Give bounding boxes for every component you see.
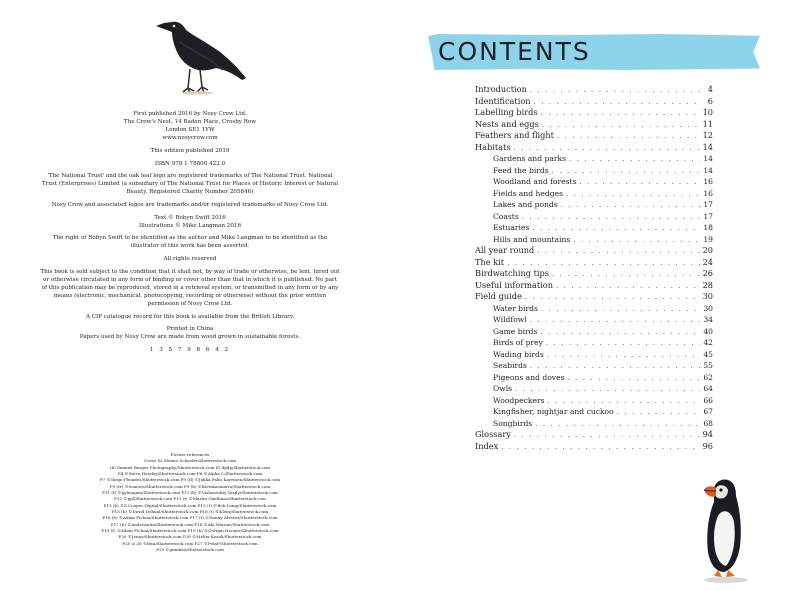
- toc-entry-page: 16: [703, 177, 713, 187]
- toc-entry-label: Index: [475, 440, 499, 451]
- toc-leader-dots: [534, 97, 700, 109]
- address-line-2: London SE1 1YW: [165, 127, 215, 134]
- illustration-credit: Illustrations © Mike Langman 2016: [138, 222, 242, 229]
- toc-entry-page: 96: [702, 440, 713, 451]
- toc-entry[interactable]: [475, 107, 713, 119]
- toc-entry[interactable]: [475, 268, 713, 280]
- toc-leader-dots: [567, 373, 700, 385]
- credit-line: P25 & 26 ©Emi/Shutterstock.com P27 ©PetaP/Shutterstock.com: [122, 540, 258, 546]
- toc-leader-dots: [547, 350, 700, 362]
- toc-leader-dots: [501, 442, 699, 454]
- toc-entry-label: Useful information: [475, 279, 553, 290]
- toc-subentry[interactable]: [475, 153, 713, 165]
- toc-subentry[interactable]: [475, 222, 713, 234]
- printed-in: Printed in China: [166, 326, 214, 333]
- toc-entry-label: Birdwatching tips: [475, 268, 549, 279]
- toc-leader-dots: [573, 235, 700, 247]
- toc-leader-dots: [546, 338, 700, 350]
- toc-subentry[interactable]: [475, 326, 713, 338]
- toc-entry[interactable]: [475, 96, 713, 108]
- toc-entry-label: Identification: [475, 95, 531, 106]
- paper-notice: Papers used by Nosy Crow are made from wood grown in sustainable forests.: [79, 334, 301, 341]
- toc-subentry[interactable]: [475, 360, 713, 372]
- toc-subentry[interactable]: [475, 395, 713, 407]
- credit-line: P19 (t) ©Adam Fichna/Shutterstock.com P19 (b) ©Gertjan Hooijer/Shutterstock.com: [101, 528, 279, 534]
- toc-leader-dots: [541, 108, 700, 120]
- toc-entry[interactable]: [475, 119, 713, 131]
- toc-entry-page: 26: [702, 268, 713, 279]
- table-of-contents: [475, 84, 713, 453]
- toc-subentry[interactable]: [475, 372, 713, 384]
- toc-entry-label: Pigeons and doves: [493, 372, 565, 382]
- toc-entry-page: 67: [703, 407, 713, 417]
- toc-entry-page: 12: [702, 130, 713, 141]
- picture-credits: [60, 452, 320, 554]
- toc-leader-dots: [530, 85, 700, 97]
- toc-leader-dots: [556, 281, 700, 293]
- toc-entry-page: 28: [702, 279, 713, 290]
- toc-subentry[interactable]: [475, 165, 713, 177]
- toc-entry-page: 30: [703, 303, 713, 313]
- toc-entry[interactable]: [475, 429, 713, 441]
- toc-entry-label: The kit: [475, 256, 505, 267]
- print-line: 1 3 5 7 9 8 6 4 2: [149, 347, 231, 354]
- picture-credits-heading: Picture references: [170, 452, 210, 457]
- toc-entry[interactable]: [475, 245, 713, 257]
- toc-entry-page: 40: [703, 326, 713, 336]
- toc-entry-page: 30: [702, 291, 713, 302]
- address-line-1: The Crow's Nest, 14 Baden Place, Crosby Row: [123, 119, 257, 126]
- credit-line: P20 ©Jenny/Shutterstock.com P26 ©Melita Kozak/Shutterstock.com: [118, 534, 262, 540]
- toc-entry-label: Wildfowl: [493, 315, 527, 325]
- toc-entry-label: Birds of prey: [493, 338, 543, 348]
- toc-entry-page: 4: [707, 84, 713, 94]
- toc-entry-label: Lakes and ponds: [493, 200, 558, 210]
- toc-entry-page: 24: [702, 256, 713, 267]
- toc-subentry[interactable]: [475, 188, 713, 200]
- toc-entry-label: Feathers and flight: [475, 130, 554, 141]
- toc-entry-label: Kingfisher, nightjar and cuckoo: [493, 407, 614, 417]
- toc-subentry[interactable]: [475, 234, 713, 246]
- toc-entry-page: 19: [703, 234, 713, 244]
- toc-entry-label: Habitats: [475, 141, 511, 152]
- toc-leader-dots: [522, 212, 700, 224]
- toc-entry-label: All year round: [475, 245, 535, 256]
- toc-entry-page: 45: [703, 349, 713, 359]
- toc-entry[interactable]: [475, 84, 713, 96]
- toc-entry-label: Gardens and parks: [493, 154, 566, 164]
- national-trust-notice: 'The National Trust' and the oak leaf logo are registered trademarks of The National Trust. National Trust (Enterprises) Limited (a subsidiary of The National Trust for Places of Historic Interest or Natural Beauty, Registered Charity Number 205846): [41, 173, 339, 196]
- toc-entry-page: 34: [703, 315, 713, 325]
- toc-leader-dots: [561, 200, 700, 212]
- first-published: First published 2016 by Nosy Crow Ltd.: [133, 111, 247, 117]
- puffin-illustration: [696, 476, 756, 584]
- cip-notice: A CIP catalogue record for this book is available from the British Library.: [85, 313, 295, 320]
- toc-leader-dots: [569, 154, 700, 166]
- toc-entry-label: Nests and eggs: [475, 118, 539, 129]
- toc-entry-page: 20: [702, 245, 713, 256]
- isbn: ISBN 978 1 78800 422 0: [154, 160, 226, 167]
- toc-leader-dots: [552, 269, 700, 281]
- toc-entry-label: Seabirds: [493, 361, 527, 371]
- toc-entry-label: Owls: [493, 384, 513, 394]
- toc-entry-page: 94: [702, 429, 713, 440]
- toc-entry[interactable]: [475, 257, 713, 269]
- toc-entry-page: 68: [703, 418, 713, 428]
- toc-entry[interactable]: [475, 441, 713, 453]
- website: www.nosycrow.com: [162, 135, 218, 142]
- toc-entry-label: Woodpeckers: [493, 395, 545, 405]
- toc-subentry[interactable]: [475, 349, 713, 361]
- toc-leader-dots: [537, 246, 699, 258]
- toc-subentry[interactable]: [475, 314, 713, 326]
- toc-leader-dots: [530, 315, 700, 327]
- toc-entry-page: 64: [703, 384, 713, 394]
- credit-line: P7 ©Targn Pleiades/Shutterstock.com P9 (tl) ©Jukka Palm Karvinen/Shutterstock.com: [99, 477, 281, 483]
- toc-entry-label: Fields and hedges: [493, 188, 563, 198]
- toc-entry-label: Introduction: [475, 84, 527, 94]
- credit-line: P16 (b) ©Adam Fichna/Shutterstock.com P17 (t) ©Danny Alvarez/Shutterstock.com: [102, 515, 278, 521]
- toc-entry-page: 17: [703, 200, 713, 210]
- toc-entry-label: Hills and mountains: [493, 234, 571, 244]
- toc-entry-label: Estuaries: [493, 223, 530, 233]
- toc-entry-page: 14: [703, 154, 713, 164]
- toc-entry-label: Songbirds: [493, 418, 533, 428]
- toc-entry[interactable]: [475, 291, 713, 303]
- toc-entry-page: 17: [703, 211, 713, 221]
- toc-leader-dots: [540, 327, 700, 339]
- toc-leader-dots: [579, 177, 700, 189]
- toc-entry-label: Labelling birds: [475, 107, 538, 118]
- credit-line: P15 (b) ©David Dohnal/Shutterstock.com P16 (t) ©Klein/Shutterstock.com: [111, 509, 269, 515]
- toc-subentry[interactable]: [475, 383, 713, 395]
- toc-entry-label: Field guide: [475, 291, 522, 302]
- toc-leader-dots: [557, 131, 700, 143]
- toc-leader-dots: [535, 419, 700, 431]
- toc-leader-dots: [566, 189, 700, 201]
- toc-entry-page: 6: [707, 95, 713, 106]
- text-credit: Text © Robyn Swift 2016: [154, 214, 226, 221]
- toc-entry-page: 10: [702, 107, 713, 118]
- toc-entry-label: Game birds: [493, 326, 538, 336]
- toc-leader-dots: [617, 407, 700, 419]
- credit-line: Cover (t) Menno Schaefer/Shutterstock.com: [144, 458, 236, 464]
- contents-title: CONTENTS: [438, 37, 591, 66]
- credit-line: P17 (b) ©AndreAnita/Shutterstock.com P18 ©Abi Warner/Shutterstock.com: [110, 521, 270, 527]
- toc-leader-dots: [542, 120, 700, 132]
- toc-entry[interactable]: [475, 280, 713, 292]
- moral-rights: The right of Robyn Swift to be identified as the author and Mike Langman to be identified as the illustrator of this work has been asserted.: [52, 235, 328, 250]
- toc-entry-page: 16: [703, 188, 713, 198]
- credit-line: (b) Samuel Borges Photography/Shutterstock.com (l) dgdp/Shutterstock.com: [109, 464, 271, 470]
- toc-entry-label: Woodland and forests: [493, 177, 577, 187]
- toc-entry-label: Glossary: [475, 429, 511, 440]
- crow-illustration: [150, 12, 250, 96]
- toc-entry-page: 18: [703, 223, 713, 233]
- toc-entry-page: 66: [703, 395, 713, 405]
- toc-leader-dots: [541, 304, 700, 316]
- toc-subentry[interactable]: [475, 406, 713, 418]
- edition: This edition published 2019: [150, 147, 230, 154]
- toc-subentry[interactable]: [475, 199, 713, 211]
- toc-subentry[interactable]: [475, 176, 713, 188]
- toc-subentry[interactable]: [475, 303, 713, 315]
- all-rights: All rights reserved: [163, 256, 217, 263]
- toc-subentry[interactable]: [475, 418, 713, 430]
- toc-entry[interactable]: [475, 130, 713, 142]
- toc-subentry[interactable]: [475, 337, 713, 349]
- toc-entry[interactable]: [475, 142, 713, 154]
- imprint-block: [40, 110, 340, 359]
- credit-line: P13 (b) ©S.Cooper Digital/Shutterstock.com P15 (t) ©Bob Lemp/Shutterstock.com: [103, 502, 277, 508]
- toc-entry-page: 42: [703, 338, 713, 348]
- toc-entry-label: Water birds: [493, 303, 538, 313]
- toc-leader-dots: [514, 430, 700, 442]
- toc-entry-page: 14: [703, 165, 713, 175]
- credit-line: P29 ©gumbas/Shutterstock.com: [156, 547, 224, 553]
- toc-leader-dots: [525, 292, 700, 304]
- conditions: This book is sold subject to the condition that it shall not, by way of trade or otherwise, be lent, hired out or otherwise circulated in any form of binding or cover other than that in which it is published. No part of this publication may be reproduced, stored in a retrieval system, or transmitted in any form or by any means (electronic, mechanical, photocopying, recording or otherwise) without the prior written permission of Nosy Crow Ltd.: [40, 268, 340, 308]
- toc-entry-page: 62: [703, 372, 713, 382]
- credit-line: P4 ©Steve Horsley/Shutterstock.com P6 ©Alpha C/Shutterstock.com: [117, 471, 263, 477]
- toc-entry-label: Coasts: [493, 211, 519, 221]
- toc-entry-page: 11: [702, 118, 713, 129]
- toc-subentry[interactable]: [475, 211, 713, 223]
- credit-line: P12 ©ppl/Shutterstock.com P13 (t) ©Martin Gaulhnas/Shutterstock.com: [114, 496, 266, 502]
- toc-entry-label: Feed the birds: [493, 165, 549, 175]
- toc-entry-page: 55: [703, 361, 713, 371]
- toc-entry-page: 14: [702, 141, 713, 152]
- credit-line: P9 (tr) ©ivanova/Shutterstock.com P9 (b) ©Kietskaeanova/Shutterstock.com: [109, 483, 271, 489]
- trademark-notice: Nosy Crow and associated logos are trademarks and/or registered trademarks of Nosy Crow Ltd.: [51, 201, 329, 208]
- toc-entry-label: Wading birds: [493, 349, 544, 359]
- credit-line: P11 (t) ©gylenigmi/Shutterstock.com P11 (b) ©Vishnevskiy Vasily/Shutterstock.com: [102, 490, 278, 496]
